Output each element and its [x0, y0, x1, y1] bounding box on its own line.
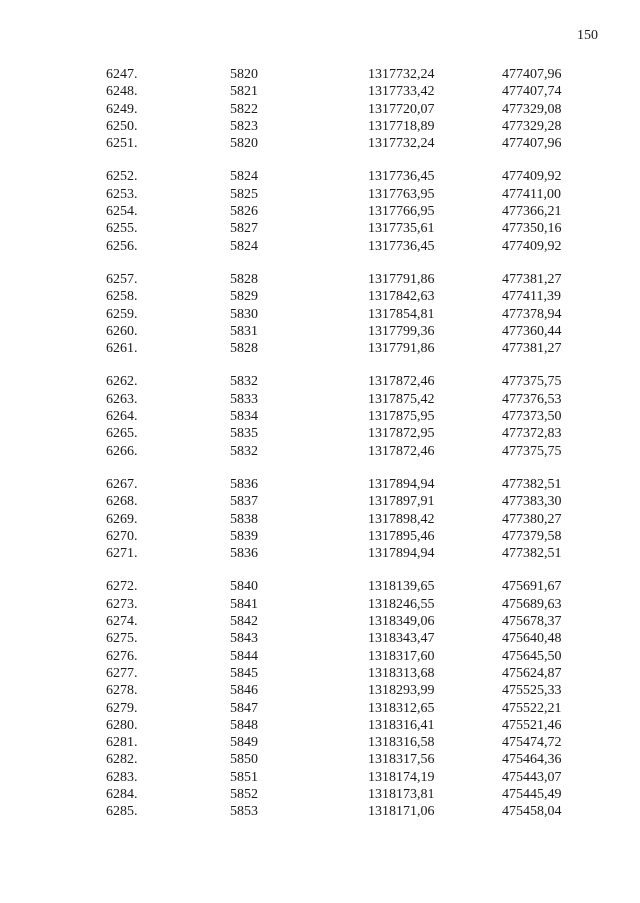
row-index: 6270.: [106, 528, 138, 544]
coordinate-y: 477407,96: [502, 136, 562, 152]
row-index: 6282.: [106, 752, 138, 768]
coordinate-x: 1317895,46: [368, 528, 435, 544]
coordinate-x: 1318293,99: [368, 683, 435, 699]
coordinate-x: 1317898,42: [368, 511, 435, 527]
coordinate-y: 477407,74: [502, 84, 562, 100]
point-number: 5844: [230, 648, 258, 664]
coordinate-x: 1318317,56: [368, 752, 435, 768]
coordinate-y: 477411,00: [502, 186, 561, 202]
table-row: [106, 425, 606, 442]
row-index: 6284.: [106, 786, 138, 802]
coordinate-x: 1317875,42: [368, 391, 435, 407]
coordinate-x: 1317875,95: [368, 409, 435, 425]
point-number: 5835: [230, 426, 258, 442]
coordinate-y: 477379,58: [502, 528, 562, 544]
point-number: 5822: [230, 101, 258, 117]
point-number: 5838: [230, 511, 258, 527]
coordinate-x: 1317720,07: [368, 101, 435, 117]
coordinate-x: 1318349,06: [368, 614, 435, 630]
coordinate-x: 1318343,47: [368, 631, 435, 647]
row-index: 6261.: [106, 341, 138, 357]
table-row: [106, 203, 606, 220]
row-index: 6283.: [106, 769, 138, 785]
table-row: [106, 528, 606, 545]
row-index: 6254.: [106, 204, 138, 220]
row-index: 6278.: [106, 683, 138, 699]
point-number: 5824: [230, 238, 258, 254]
point-group: [106, 476, 606, 562]
table-row: [106, 66, 606, 83]
table-row: [106, 373, 606, 390]
row-index: 6258.: [106, 289, 138, 305]
row-index: 6262.: [106, 374, 138, 390]
coordinate-y: 477380,27: [502, 511, 562, 527]
point-number: 5847: [230, 700, 258, 716]
coordinate-y: 477382,51: [502, 476, 562, 492]
table-row: [106, 238, 606, 255]
coordinate-y: 477329,08: [502, 101, 562, 117]
table-row: [106, 648, 606, 665]
coordinate-x: 1317894,94: [368, 546, 435, 562]
point-number: 5843: [230, 631, 258, 647]
coordinate-y: 475691,67: [502, 579, 562, 595]
coordinate-x: 1317894,94: [368, 476, 435, 492]
table-row: [106, 717, 606, 734]
point-number: 5832: [230, 443, 258, 459]
point-number: 5845: [230, 665, 258, 681]
coordinate-x: 1317872,46: [368, 443, 435, 459]
coordinate-y: 477373,50: [502, 409, 562, 425]
point-number: 5831: [230, 323, 258, 339]
row-index: 6256.: [106, 238, 138, 254]
row-index: 6250.: [106, 118, 138, 134]
point-number: 5829: [230, 289, 258, 305]
row-index: 6265.: [106, 426, 138, 442]
point-number: 5832: [230, 374, 258, 390]
table-row: [106, 135, 606, 152]
table-row: [106, 596, 606, 613]
coordinate-x: 1318316,41: [368, 717, 435, 733]
coordinate-x: 1317791,86: [368, 271, 435, 287]
coordinate-y: 477411,39: [502, 289, 561, 305]
row-index: 6268.: [106, 494, 138, 510]
coordinate-y: 475443,07: [502, 769, 562, 785]
coordinate-y: 477366,21: [502, 204, 562, 220]
table-row: [106, 665, 606, 682]
row-index: 6248.: [106, 84, 138, 100]
table-row: [106, 168, 606, 185]
coordinate-x: 1318139,65: [368, 579, 435, 595]
coordinate-y: 475522,21: [502, 700, 562, 716]
coordinate-x: 1317736,45: [368, 169, 435, 185]
table-row: [106, 769, 606, 786]
coordinate-x: 1317799,36: [368, 323, 435, 339]
coordinate-table: [106, 66, 606, 837]
row-index: 6277.: [106, 665, 138, 681]
coordinate-x: 1318174,19: [368, 769, 435, 785]
table-row: [106, 700, 606, 717]
point-number: 5842: [230, 614, 258, 630]
row-index: 6253.: [106, 186, 138, 202]
coordinate-y: 477360,44: [502, 323, 562, 339]
row-index: 6280.: [106, 717, 138, 733]
coordinate-y: 477383,30: [502, 494, 562, 510]
point-number: 5836: [230, 546, 258, 562]
coordinate-x: 1318313,68: [368, 665, 435, 681]
coordinate-x: 1317736,45: [368, 238, 435, 254]
table-row: [106, 751, 606, 768]
point-group: [106, 66, 606, 152]
coordinate-y: 477376,53: [502, 391, 562, 407]
table-row: [106, 578, 606, 595]
row-index: 6275.: [106, 631, 138, 647]
row-index: 6260.: [106, 323, 138, 339]
coordinate-y: 475445,49: [502, 786, 562, 802]
row-index: 6264.: [106, 409, 138, 425]
point-number: 5846: [230, 683, 258, 699]
table-row: [106, 340, 606, 357]
coordinate-x: 1317872,95: [368, 426, 435, 442]
point-number: 5839: [230, 528, 258, 544]
row-index: 6285.: [106, 804, 138, 820]
coordinate-x: 1317791,86: [368, 341, 435, 357]
row-index: 6249.: [106, 101, 138, 117]
coordinate-y: 475521,46: [502, 717, 562, 733]
coordinate-y: 475640,48: [502, 631, 562, 647]
row-index: 6272.: [106, 579, 138, 595]
coordinate-y: 475464,36: [502, 752, 562, 768]
row-index: 6274.: [106, 614, 138, 630]
row-index: 6247.: [106, 67, 138, 82]
coordinate-y: 477378,94: [502, 306, 562, 322]
coordinate-x: 1317718,89: [368, 118, 435, 134]
point-number: 5828: [230, 271, 258, 287]
point-number: 5850: [230, 752, 258, 768]
row-index: 6255.: [106, 221, 138, 237]
table-row: [106, 734, 606, 751]
row-index: 6273.: [106, 596, 138, 612]
coordinate-x: 1318246,55: [368, 596, 435, 612]
row-index: 6276.: [106, 648, 138, 664]
coordinate-y: 477409,92: [502, 169, 562, 185]
coordinate-x: 1317854,81: [368, 306, 435, 322]
table-row: [106, 288, 606, 305]
point-number: 5837: [230, 494, 258, 510]
table-row: [106, 118, 606, 135]
coordinate-y: 475689,63: [502, 596, 562, 612]
row-index: 6279.: [106, 700, 138, 716]
coordinate-y: 475624,87: [502, 665, 562, 681]
row-index: 6257.: [106, 271, 138, 287]
coordinate-x: 1318173,81: [368, 786, 435, 802]
coordinate-x: 1318316,58: [368, 735, 435, 751]
point-group: [106, 168, 606, 254]
row-index: 6269.: [106, 511, 138, 527]
point-number: 5852: [230, 786, 258, 802]
point-number: 5853: [230, 804, 258, 820]
coordinate-x: 1317732,24: [368, 67, 435, 82]
point-number: 5851: [230, 769, 258, 785]
table-row: [106, 476, 606, 493]
table-row: [106, 786, 606, 803]
coordinate-x: 1317763,95: [368, 186, 435, 202]
coordinate-x: 1318312,65: [368, 700, 435, 716]
coordinate-x: 1317872,46: [368, 374, 435, 390]
table-row: [106, 323, 606, 340]
point-number: 5828: [230, 341, 258, 357]
table-row: [106, 511, 606, 528]
point-number: 5827: [230, 221, 258, 237]
table-row: [106, 682, 606, 699]
row-index: 6271.: [106, 546, 138, 562]
point-number: 5823: [230, 118, 258, 134]
point-number: 5826: [230, 204, 258, 220]
table-row: [106, 408, 606, 425]
table-row: [106, 391, 606, 408]
row-index: 6259.: [106, 306, 138, 322]
table-row: [106, 613, 606, 630]
point-number: 5821: [230, 84, 258, 100]
point-number: 5840: [230, 579, 258, 595]
coordinate-y: 477375,75: [502, 374, 562, 390]
table-row: [106, 803, 606, 820]
point-group: [106, 271, 606, 357]
point-number: 5834: [230, 409, 258, 425]
row-index: 6252.: [106, 169, 138, 185]
table-row: [106, 186, 606, 203]
coordinate-x: 1317735,61: [368, 221, 435, 237]
coordinate-x: 1317897,91: [368, 494, 435, 510]
row-index: 6281.: [106, 735, 138, 751]
table-row: [106, 443, 606, 460]
point-number: 5836: [230, 476, 258, 492]
point-number: 5849: [230, 735, 258, 751]
point-number: 5830: [230, 306, 258, 322]
coordinate-x: 1317732,24: [368, 136, 435, 152]
row-index: 6267.: [106, 476, 138, 492]
coordinate-y: 477382,51: [502, 546, 562, 562]
point-number: 5820: [230, 67, 258, 82]
coordinate-y: 477407,96: [502, 67, 562, 82]
coordinate-x: 1317842,63: [368, 289, 435, 305]
row-index: 6251.: [106, 136, 138, 152]
coordinate-y: 477381,27: [502, 341, 562, 357]
table-row: [106, 630, 606, 647]
table-row: [106, 545, 606, 562]
coordinate-y: 475458,04: [502, 804, 562, 820]
row-index: 6266.: [106, 443, 138, 459]
point-number: 5833: [230, 391, 258, 407]
coordinate-y: 477409,92: [502, 238, 562, 254]
table-row: [106, 306, 606, 323]
table-row: [106, 493, 606, 510]
coordinate-y: 477329,28: [502, 118, 562, 134]
point-number: 5824: [230, 169, 258, 185]
coordinate-y: 477381,27: [502, 271, 562, 287]
table-row: [106, 101, 606, 118]
coordinate-y: 475678,37: [502, 614, 562, 630]
coordinate-y: 475474,72: [502, 735, 562, 751]
coordinate-x: 1317733,42: [368, 84, 435, 100]
coordinate-y: 475525,33: [502, 683, 562, 699]
coordinate-y: 477350,16: [502, 221, 562, 237]
point-number: 5841: [230, 596, 258, 612]
coordinate-y: 477375,75: [502, 443, 562, 459]
coordinate-y: 477372,83: [502, 426, 562, 442]
coordinate-y: 475645,50: [502, 648, 562, 664]
page-number: 150: [577, 28, 598, 43]
point-number: 5820: [230, 136, 258, 152]
coordinate-x: 1318171,06: [368, 804, 435, 820]
row-index: 6263.: [106, 391, 138, 407]
point-group: [106, 578, 606, 820]
point-number: 5825: [230, 186, 258, 202]
table-row: [106, 220, 606, 237]
point-number: 5848: [230, 717, 258, 733]
coordinate-x: 1317766,95: [368, 204, 435, 220]
coordinate-x: 1318317,60: [368, 648, 435, 664]
table-row: [106, 271, 606, 288]
table-row: [106, 83, 606, 100]
point-group: [106, 373, 606, 459]
